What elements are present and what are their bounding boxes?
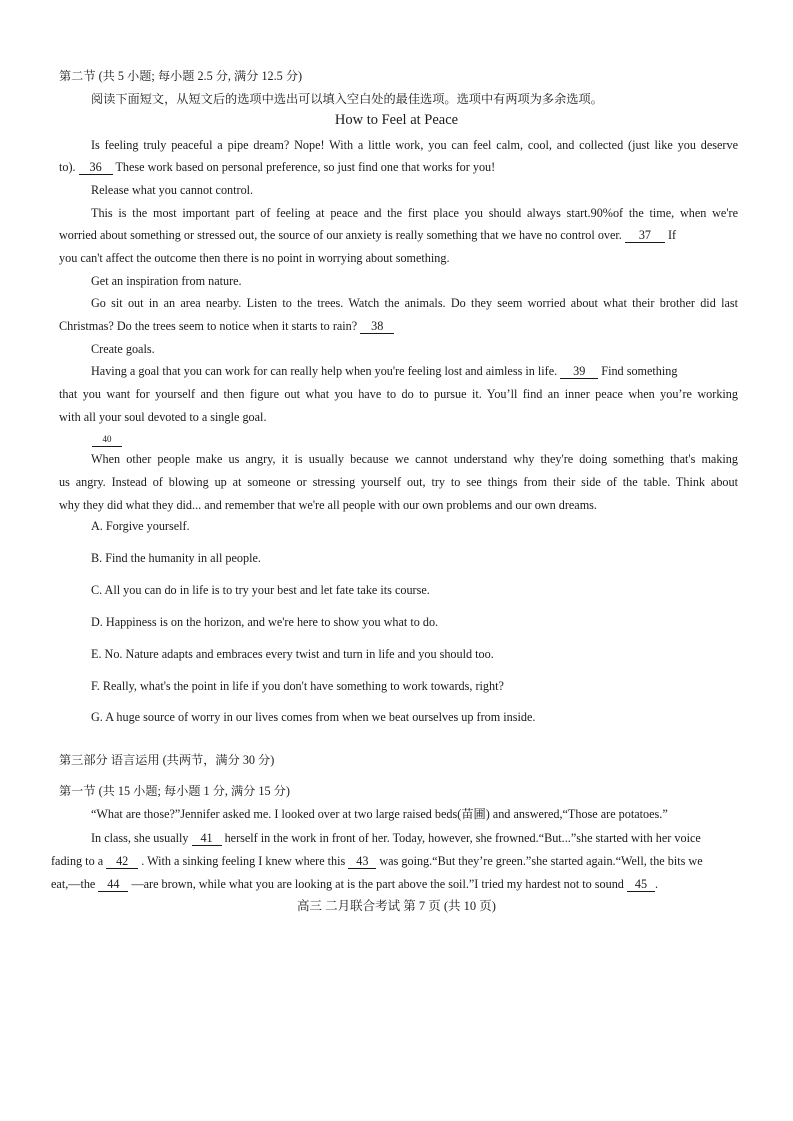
text-span: In class, she usually	[91, 831, 189, 845]
cloze-line-2	[91, 830, 701, 846]
text-span: eat,—the	[51, 877, 96, 891]
paragraph-5-line-3: why they did what they did... and remember that we're all people with our own problems and our own dreams.	[59, 498, 597, 512]
blank-40-line	[92, 430, 122, 447]
blank-36: 36	[79, 161, 113, 175]
page-footer: 高三 二月联合考试 第 7 页 (共 10 页)	[297, 899, 496, 913]
blank-40: 40	[92, 433, 122, 447]
blank-45: 45	[627, 878, 655, 892]
blank-41: 41	[192, 832, 222, 846]
text-span: Find something	[601, 364, 678, 378]
text-span: was going.“But they’re green.”she started again.“Well, the bits we	[379, 854, 703, 868]
passage-title: How to Feel at Peace	[334, 112, 459, 128]
cloze-line-3	[51, 853, 703, 869]
text-span: to).	[59, 160, 76, 174]
text-span: herself in the work in front of her. Today, however, she frowned.“But...”she started with her voice	[224, 831, 701, 845]
section2-instruction: 阅读下面短文，从短文后的选项中选出可以填入空白处的最佳选项。选项中有两项为多余选项。	[91, 92, 603, 106]
text-span: If	[667, 228, 677, 242]
option-f: F. Really, what's the point in life if you don't have something to work towards, right?	[91, 679, 504, 693]
blank-38: 38	[360, 320, 394, 334]
text-span: Having a goal that you can work for can really help when you're feeling lost and aimless in life.	[91, 364, 558, 378]
option-b: B. Find the humanity in all people.	[91, 551, 261, 565]
paragraph-2-line-1: This is the most important part of feeling at peace and the first place you should always start.90%of the time, when we're	[91, 206, 738, 220]
paragraph-3-line-2	[59, 318, 394, 334]
text-span: Christmas? Do the trees seem to notice when it starts to rain?	[59, 319, 358, 333]
blank-37: 37	[625, 229, 665, 243]
text-span: fading to a	[51, 854, 104, 868]
text-span: These work based on personal preference, so just find one that works for you!	[115, 160, 496, 174]
paragraph-1-line-2	[59, 159, 495, 175]
paragraph-2-line-2	[59, 227, 676, 243]
blank-42: 42	[106, 855, 138, 869]
paragraph-4-line-1	[91, 363, 677, 379]
paragraph-1-line-1: Is feeling truly peaceful a pipe dream? Nope! With a little work, you can feel calm, cool, and collected (just like you deserve	[91, 138, 738, 152]
cloze-line-1: “What are those?”Jennifer asked me. I looked over at two large raised beds(苗圃) and answered,“Those are potatoes.”	[91, 807, 668, 821]
paragraph-5-line-2: us angry. Instead of blowing up at someone or stressing yourself out, try to see things from their side of the table. Think about	[59, 475, 738, 489]
text-span: worried about something or stressed out, the source of our anxiety is really something that we have no control over.	[59, 228, 622, 242]
option-a: A. Forgive yourself.	[91, 519, 190, 533]
part3-section1-heading: 第一节 (共 15 小题; 每小题 1 分, 满分 15 分)	[59, 784, 290, 798]
paragraph-2-line-3: you can't affect the outcome then there is no point in worrying about something.	[59, 251, 450, 265]
option-c: C. All you can do in life is to try your best and let fate take its course.	[91, 583, 430, 597]
text-span: —are brown, while what you are looking at is the part above the soil.”I tried my hardest not to sound	[131, 877, 624, 891]
part3-heading: 第三部分 语言运用 (共两节，满分 30 分)	[59, 753, 275, 767]
paragraph-4-line-2: that you want for yourself and then figure out what you have to do to pursue it. You’ll find an inner peace when you’re working	[59, 387, 738, 401]
paragraph-4-line-3: with all your soul devoted to a single goal.	[59, 410, 267, 424]
paragraph-3-line-1: Go sit out in an area nearby. Listen to the trees. Watch the animals. Do they seem worried about what their brother did last	[91, 296, 738, 310]
paragraph-5-line-1: When other people make us angry, it is usually because we cannot understand why they're doing something that's making	[91, 452, 738, 466]
text-span: .	[654, 877, 658, 891]
option-d: D. Happiness is on the horizon, and we're here to show you what to do.	[91, 615, 439, 629]
subheading-release: Release what you cannot control.	[91, 183, 254, 197]
option-e: E. No. Nature adapts and embraces every twist and turn in life and you should too.	[91, 647, 494, 661]
blank-44: 44	[98, 878, 128, 892]
text-span: . With a sinking feeling I knew where this	[141, 854, 346, 868]
blank-39: 39	[560, 365, 598, 379]
cloze-line-4	[51, 876, 658, 892]
option-g: G. A huge source of worry in our lives comes from when we beat ourselves up from inside.	[91, 710, 536, 724]
section2-heading: 第二节 (共 5 小题; 每小题 2.5 分, 满分 12.5 分)	[59, 69, 303, 83]
subheading-goals: Create goals.	[91, 342, 155, 356]
subheading-nature: Get an inspiration from nature.	[91, 274, 242, 288]
blank-43: 43	[348, 855, 376, 869]
